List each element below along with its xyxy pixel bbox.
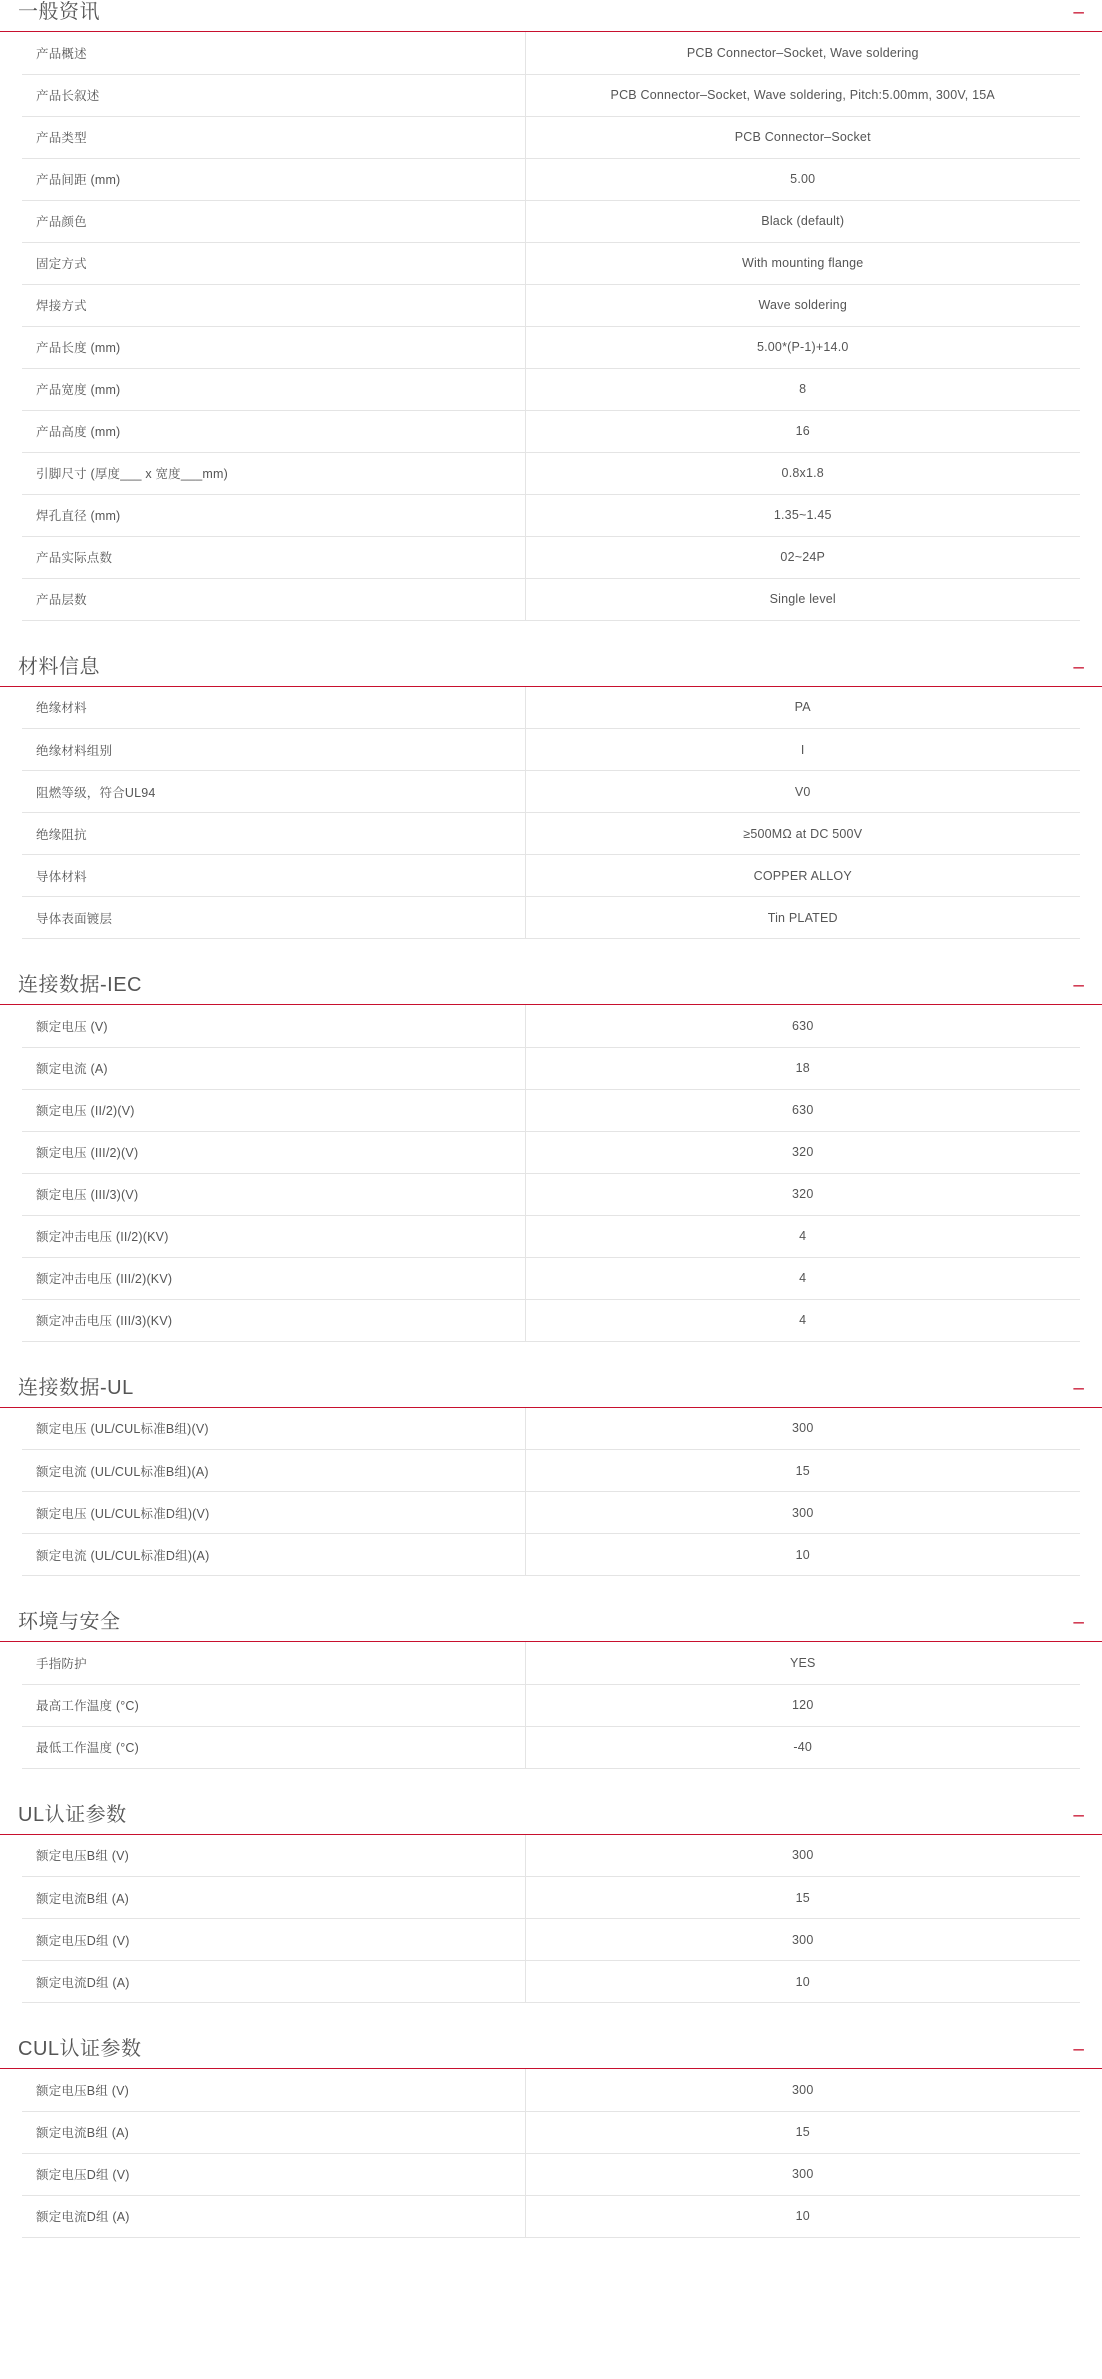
spec-value: Single level (525, 578, 1080, 620)
spec-value: V0 (525, 771, 1080, 813)
spec-label: 最低工作温度 (°C) (22, 1726, 525, 1768)
spec-label: 额定电压 (V) (22, 1005, 525, 1047)
table-row (22, 116, 1080, 158)
collapse-minus-icon[interactable]: – (1073, 656, 1084, 678)
spec-label: 导体表面镀层 (22, 897, 525, 939)
spec-value: 15 (525, 2111, 1080, 2153)
table-row (22, 368, 1080, 410)
spec-table (22, 1642, 1080, 1769)
table-row (22, 452, 1080, 494)
table-row (22, 1089, 1080, 1131)
spec-label: 绝缘阻抗 (22, 813, 525, 855)
spec-value: ≥500MΩ at DC 500V (525, 813, 1080, 855)
table-row (22, 1684, 1080, 1726)
table-row (22, 1450, 1080, 1492)
table-row (22, 1257, 1080, 1299)
spec-label: 产品概述 (22, 32, 525, 74)
table-row (22, 1534, 1080, 1576)
table-row (22, 1173, 1080, 1215)
section-header[interactable] (0, 2037, 1102, 2069)
collapse-minus-icon[interactable]: – (1073, 975, 1084, 996)
table-row (22, 897, 1080, 939)
table-row (22, 1047, 1080, 1089)
spec-label: 产品宽度 (mm) (22, 368, 525, 410)
table-row (22, 1835, 1080, 1877)
spec-value: 300 (525, 1919, 1080, 1961)
section-title: 一般资讯 (18, 1, 100, 23)
spec-label: 绝缘材料组别 (22, 729, 525, 771)
spec-label: 产品颜色 (22, 200, 525, 242)
spec-value: 1.35~1.45 (525, 494, 1080, 536)
spec-value: 18 (525, 1047, 1080, 1089)
spec-value: 15 (525, 1877, 1080, 1919)
spec-value: PA (525, 687, 1080, 729)
table-row (22, 855, 1080, 897)
spec-label: 额定冲击电压 (II/2)(KV) (22, 1215, 525, 1257)
section-spacer (0, 621, 1102, 655)
spec-label: 额定电压 (III/3)(V) (22, 1173, 525, 1215)
table-row (22, 1642, 1080, 1684)
spec-value: COPPER ALLOY (525, 855, 1080, 897)
section-title: 环境与安全 (18, 1611, 121, 1633)
spec-table (22, 1408, 1080, 1577)
spec-value: 0.8x1.8 (525, 452, 1080, 494)
table-row (22, 158, 1080, 200)
table-row (22, 1005, 1080, 1047)
spec-value: Wave soldering (525, 284, 1080, 326)
table-row (22, 771, 1080, 813)
spec-label: 产品高度 (mm) (22, 410, 525, 452)
table-row (22, 2069, 1080, 2111)
table-row (22, 813, 1080, 855)
spec-label: 手指防护 (22, 1642, 525, 1684)
spec-value: 8 (525, 368, 1080, 410)
spec-label: 额定电压B组 (V) (22, 2069, 525, 2111)
spec-value: 10 (525, 1534, 1080, 1576)
spec-label: 额定电压B组 (V) (22, 1835, 525, 1877)
spec-section (0, 1376, 1102, 1577)
spec-label: 导体材料 (22, 855, 525, 897)
spec-value: PCB Connector–Socket (525, 116, 1080, 158)
spec-value: YES (525, 1642, 1080, 1684)
section-title: 连接数据-IEC (18, 974, 142, 996)
section-spacer (0, 1576, 1102, 1610)
section-title: 材料信息 (18, 655, 100, 678)
spec-label: 额定电流 (A) (22, 1047, 525, 1089)
table-row (22, 1299, 1080, 1341)
spec-label: 额定电流 (UL/CUL标准B组)(A) (22, 1450, 525, 1492)
section-spacer (0, 1769, 1102, 1803)
spec-value: 320 (525, 1131, 1080, 1173)
section-header[interactable] (0, 1803, 1102, 1835)
spec-value: 4 (525, 1257, 1080, 1299)
spec-label: 额定电压 (II/2)(V) (22, 1089, 525, 1131)
spec-section (0, 0, 1102, 621)
spec-value: 300 (525, 1408, 1080, 1450)
spec-value: With mounting flange (525, 242, 1080, 284)
spec-label: 阻燃等级，符合UL94 (22, 771, 525, 813)
spec-value: 300 (525, 1492, 1080, 1534)
spec-section (0, 973, 1102, 1342)
spec-label: 额定电流D组 (A) (22, 1961, 525, 2003)
spec-section (0, 1803, 1102, 2004)
spec-value: Black (default) (525, 200, 1080, 242)
spec-label: 绝缘材料 (22, 687, 525, 729)
table-row (22, 1492, 1080, 1534)
spec-value: -40 (525, 1726, 1080, 1768)
spec-label: 额定电流D组 (A) (22, 2195, 525, 2237)
table-row (22, 2195, 1080, 2237)
collapse-minus-icon[interactable]: – (1073, 1377, 1084, 1399)
table-row (22, 1215, 1080, 1257)
spec-value: 16 (525, 410, 1080, 452)
spec-label: 额定电压D组 (V) (22, 1919, 525, 1961)
section-spacer (0, 939, 1102, 973)
spec-value: 15 (525, 1450, 1080, 1492)
spec-label: 额定电流B组 (A) (22, 1877, 525, 1919)
table-row (22, 32, 1080, 74)
spec-label: 焊接方式 (22, 284, 525, 326)
table-row (22, 200, 1080, 242)
spec-value: 10 (525, 2195, 1080, 2237)
spec-value: Tin PLATED (525, 897, 1080, 939)
spec-label: 额定电流 (UL/CUL标准D组)(A) (22, 1534, 525, 1576)
table-row (22, 2111, 1080, 2153)
spec-value: 630 (525, 1005, 1080, 1047)
section-header[interactable] (0, 1610, 1102, 1642)
spec-value: 10 (525, 1961, 1080, 2003)
collapse-minus-icon[interactable]: – (1073, 1612, 1084, 1633)
spec-table (22, 1835, 1080, 2004)
spec-label: 产品层数 (22, 578, 525, 620)
section-title: 连接数据-UL (18, 1376, 134, 1399)
table-row (22, 242, 1080, 284)
section-title: UL认证参数 (18, 1803, 127, 1826)
spec-label: 额定冲击电压 (III/2)(KV) (22, 1257, 525, 1299)
section-header[interactable] (0, 1376, 1102, 1408)
spec-label: 产品长度 (mm) (22, 326, 525, 368)
collapse-minus-icon[interactable]: – (1073, 2, 1084, 23)
spec-label: 焊孔直径 (mm) (22, 494, 525, 536)
table-row (22, 1919, 1080, 1961)
section-spacer (0, 2003, 1102, 2037)
table-row (22, 410, 1080, 452)
table-row (22, 284, 1080, 326)
spec-label: 额定冲击电压 (III/3)(KV) (22, 1299, 525, 1341)
spec-section (0, 2037, 1102, 2238)
table-row (22, 494, 1080, 536)
section-spacer (0, 1342, 1102, 1376)
spec-value: 300 (525, 1835, 1080, 1877)
spec-section (0, 655, 1102, 940)
table-row (22, 326, 1080, 368)
spec-value: 4 (525, 1299, 1080, 1341)
spec-label: 产品间距 (mm) (22, 158, 525, 200)
table-row (22, 1131, 1080, 1173)
spec-table (22, 2069, 1080, 2238)
collapse-minus-icon[interactable]: – (1073, 2039, 1084, 2060)
spec-label: 额定电压 (UL/CUL标准B组)(V) (22, 1408, 525, 1450)
table-row (22, 1961, 1080, 2003)
section-title: CUL认证参数 (18, 2038, 142, 2060)
spec-value: 5.00 (525, 158, 1080, 200)
spec-value: 02~24P (525, 536, 1080, 578)
section-header[interactable] (0, 655, 1102, 687)
collapse-minus-icon[interactable]: – (1073, 1804, 1084, 1826)
table-row (22, 729, 1080, 771)
spec-label: 固定方式 (22, 242, 525, 284)
table-row (22, 2153, 1080, 2195)
table-row (22, 74, 1080, 116)
spec-label: 最高工作温度 (°C) (22, 1684, 525, 1726)
spec-value: 630 (525, 1089, 1080, 1131)
spec-label: 产品长叙述 (22, 74, 525, 116)
table-row (22, 578, 1080, 620)
spec-section (0, 1610, 1102, 1769)
table-row (22, 687, 1080, 729)
spec-label: 额定电流B组 (A) (22, 2111, 525, 2153)
spec-table (22, 32, 1080, 621)
section-header[interactable] (0, 973, 1102, 1005)
spec-value: 5.00*(P-1)+14.0 (525, 326, 1080, 368)
spec-value: PCB Connector–Socket, Wave soldering, Pitch:5.00mm, 300V, 15A (525, 74, 1080, 116)
spec-label: 额定电压D组 (V) (22, 2153, 525, 2195)
spec-label: 产品实际点数 (22, 536, 525, 578)
spec-value: 300 (525, 2153, 1080, 2195)
section-header[interactable] (0, 0, 1102, 32)
spec-value: I (525, 729, 1080, 771)
spec-table (22, 1005, 1080, 1342)
spec-label: 引脚尺寸 (厚度___ x 宽度___mm) (22, 452, 525, 494)
spec-value: 320 (525, 1173, 1080, 1215)
table-row (22, 1877, 1080, 1919)
spec-value: 300 (525, 2069, 1080, 2111)
spec-label: 额定电压 (III/2)(V) (22, 1131, 525, 1173)
spec-value: 4 (525, 1215, 1080, 1257)
spec-value: PCB Connector–Socket, Wave soldering (525, 32, 1080, 74)
spec-table (22, 687, 1080, 940)
spec-label: 产品类型 (22, 116, 525, 158)
spec-value: 120 (525, 1684, 1080, 1726)
table-row (22, 1408, 1080, 1450)
table-row (22, 536, 1080, 578)
spec-label: 额定电压 (UL/CUL标准D组)(V) (22, 1492, 525, 1534)
table-row (22, 1726, 1080, 1768)
